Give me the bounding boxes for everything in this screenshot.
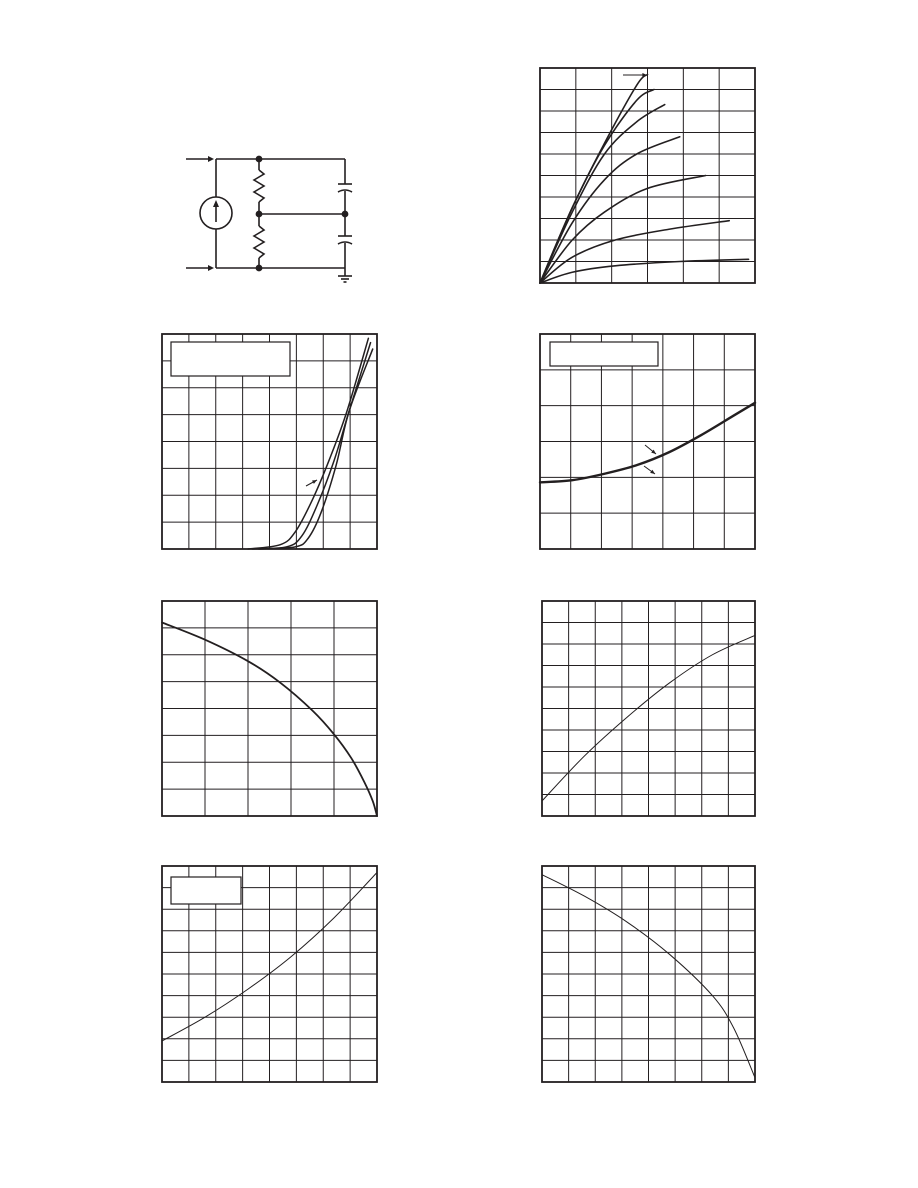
arrowhead-bottom — [208, 265, 214, 271]
junction-dot — [256, 265, 261, 270]
junction-dot — [342, 211, 347, 216]
series-line-7 — [540, 259, 749, 283]
legend-box — [171, 342, 290, 376]
graph-rising-linear — [542, 601, 755, 816]
series-line-1 — [162, 623, 377, 817]
junction-dot — [256, 211, 261, 216]
grid — [540, 68, 755, 283]
test-circuit-schematic — [186, 156, 352, 282]
grid — [542, 866, 755, 1082]
charts-layer — [162, 68, 755, 1082]
resistor-lower-icon — [254, 226, 264, 258]
junction-dot — [256, 156, 261, 161]
callout-arrowhead — [650, 470, 655, 474]
grid — [542, 601, 755, 816]
graph-output-characteristics — [540, 68, 755, 283]
resistor-upper-icon — [254, 170, 264, 202]
arrowhead-top — [208, 156, 214, 162]
graph-on-resistance — [540, 334, 755, 549]
grid — [162, 601, 377, 816]
graph-rising-exponential — [162, 866, 377, 1082]
graph-falling — [542, 866, 755, 1082]
graph-drain-current-derating — [162, 601, 377, 816]
legend-box — [171, 877, 241, 904]
graph-transfer-characteristics — [162, 334, 377, 549]
series-line-1 — [540, 403, 755, 483]
legend-box — [550, 342, 658, 366]
series-line-2 — [540, 90, 654, 284]
series-line-3 — [259, 349, 373, 549]
